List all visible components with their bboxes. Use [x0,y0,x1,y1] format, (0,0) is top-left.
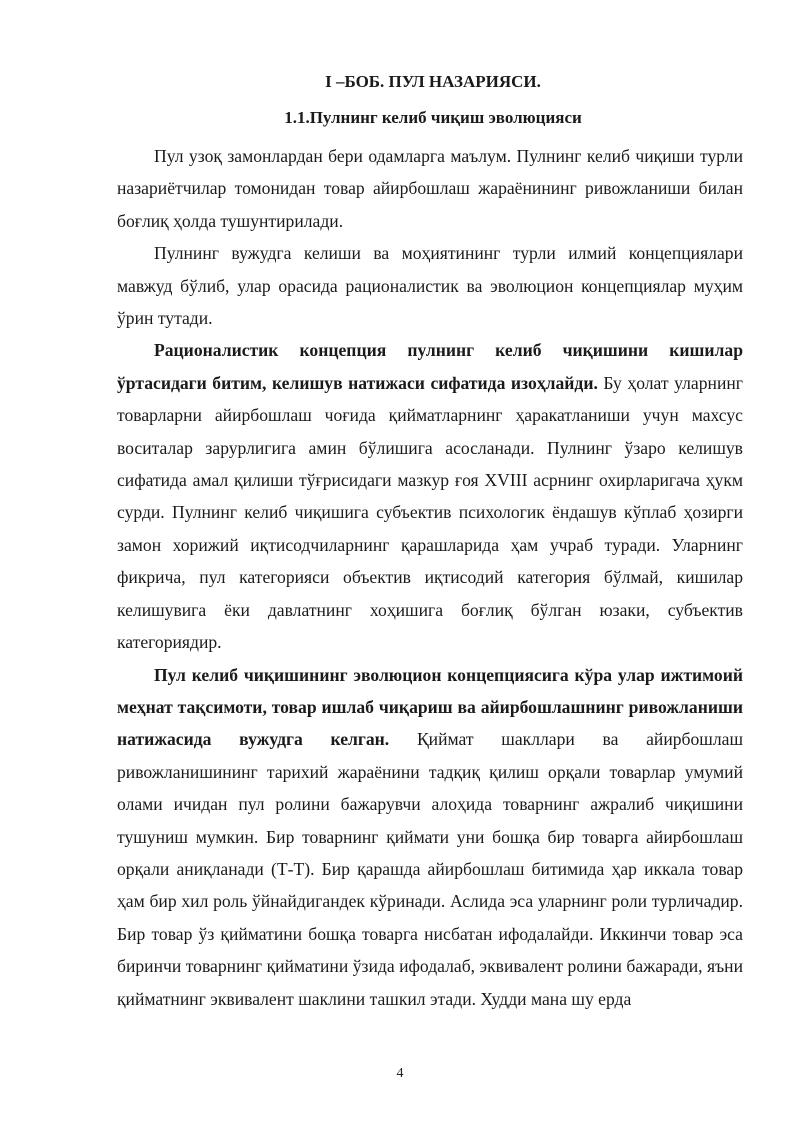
page-number: 4 [396,1066,404,1081]
paragraph-1 [117,140,743,237]
paragraph-4-text: Қиймат шакллари ва айирбошлаш ривожланишининг тарихий жараёнини тадқиқ қилиш орқали товарлар умумий олами ичидан пул ролини бажарувчи алоҳида товарнинг ажралиб чиқишини тушуниш мумкин. Бир товарнинг қиймати уни бошқа бир товарга айирбошлаш орқали аниқланади (Т-Т). Бир қарашда айирбошлаш битимида ҳар иккала товар ҳам бир хил роль ўйнайдигандек кўринади. Аслида эса уларнинг роли турличадир. Бир товар ўз қийматини бошқа товарга нисбатан ифодалайди. Иккинчи товар эса биринчи товарнинг қийматини ўзида ифодалаб, эквивалент ролини бажаради, яъни қийматнинг эквивалент шаклини ташкил этади. Худди мана шу ерда [117,729,743,1009]
paragraph-3-text: Бу ҳолат уларнинг товарларни айирбошлаш чоғида қийматларнинг ҳаракатланиши учун махсус воситалар зарурлигига амин бўлишига асосланади. Пулнинг ўзаро келишув сифатида амал қилиши тўғрисидаги мазкур ғоя XVIII асрнинг охирларигача ҳукм сурди. Пулнинг келиб чиқишига субъектив психологик ёндашув кўплаб ҳозирги замон хорижий иқтисодчиларнинг қарашларида ҳам учраб туради. Уларнинг фикрича, пул категорияси объектив иқтисодий категория бўлмай, кишилар келишувига ёки давлатнинг хоҳишига боғлиқ бўлган юзаки, субъектив категориядир. [117,372,743,653]
page-content [117,66,743,1015]
paragraph-2-text: Пулнинг вужудга келиши ва моҳиятининг турли илмий концепциялари мавжуд бўлиб, улар орасида рационалистик ва эволюцион концепциялар муҳим ўрин тутади. [117,243,743,329]
paragraph-4-bold-lead: Пул келиб чиқишининг эволюцион концепциясига кўра улар ижтимоий меҳнат тақсимоти, товар ишлаб чиқариш ва айирбошлашнинг ривожланиши натижасида вужудга келган. [117,664,743,750]
paragraph-4 [117,659,743,1015]
section-title: 1.1.Пулнинг келиб чиқиш эволюцияси [284,108,582,127]
paragraph-3-bold-lead: Рационалистик концепция пулнинг келиб чиқишини кишилар ўртасидаги битим, келишув натижаси сифатида изоҳлайди. [117,340,743,393]
chapter-title: I –БОБ. ПУЛ НАЗАРИЯСИ. [325,72,541,91]
paragraph-3 [117,334,743,658]
paragraph-1-text: Пул узоқ замонлардан бери одамларга маълум. Пулнинг келиб чиқиши турли назариётчилар томонидан товар айирбошлаш жараёнининг ривожланиши билан боғлиқ ҳолда тушунтирилади. [117,146,743,231]
paragraph-2 [117,237,743,334]
